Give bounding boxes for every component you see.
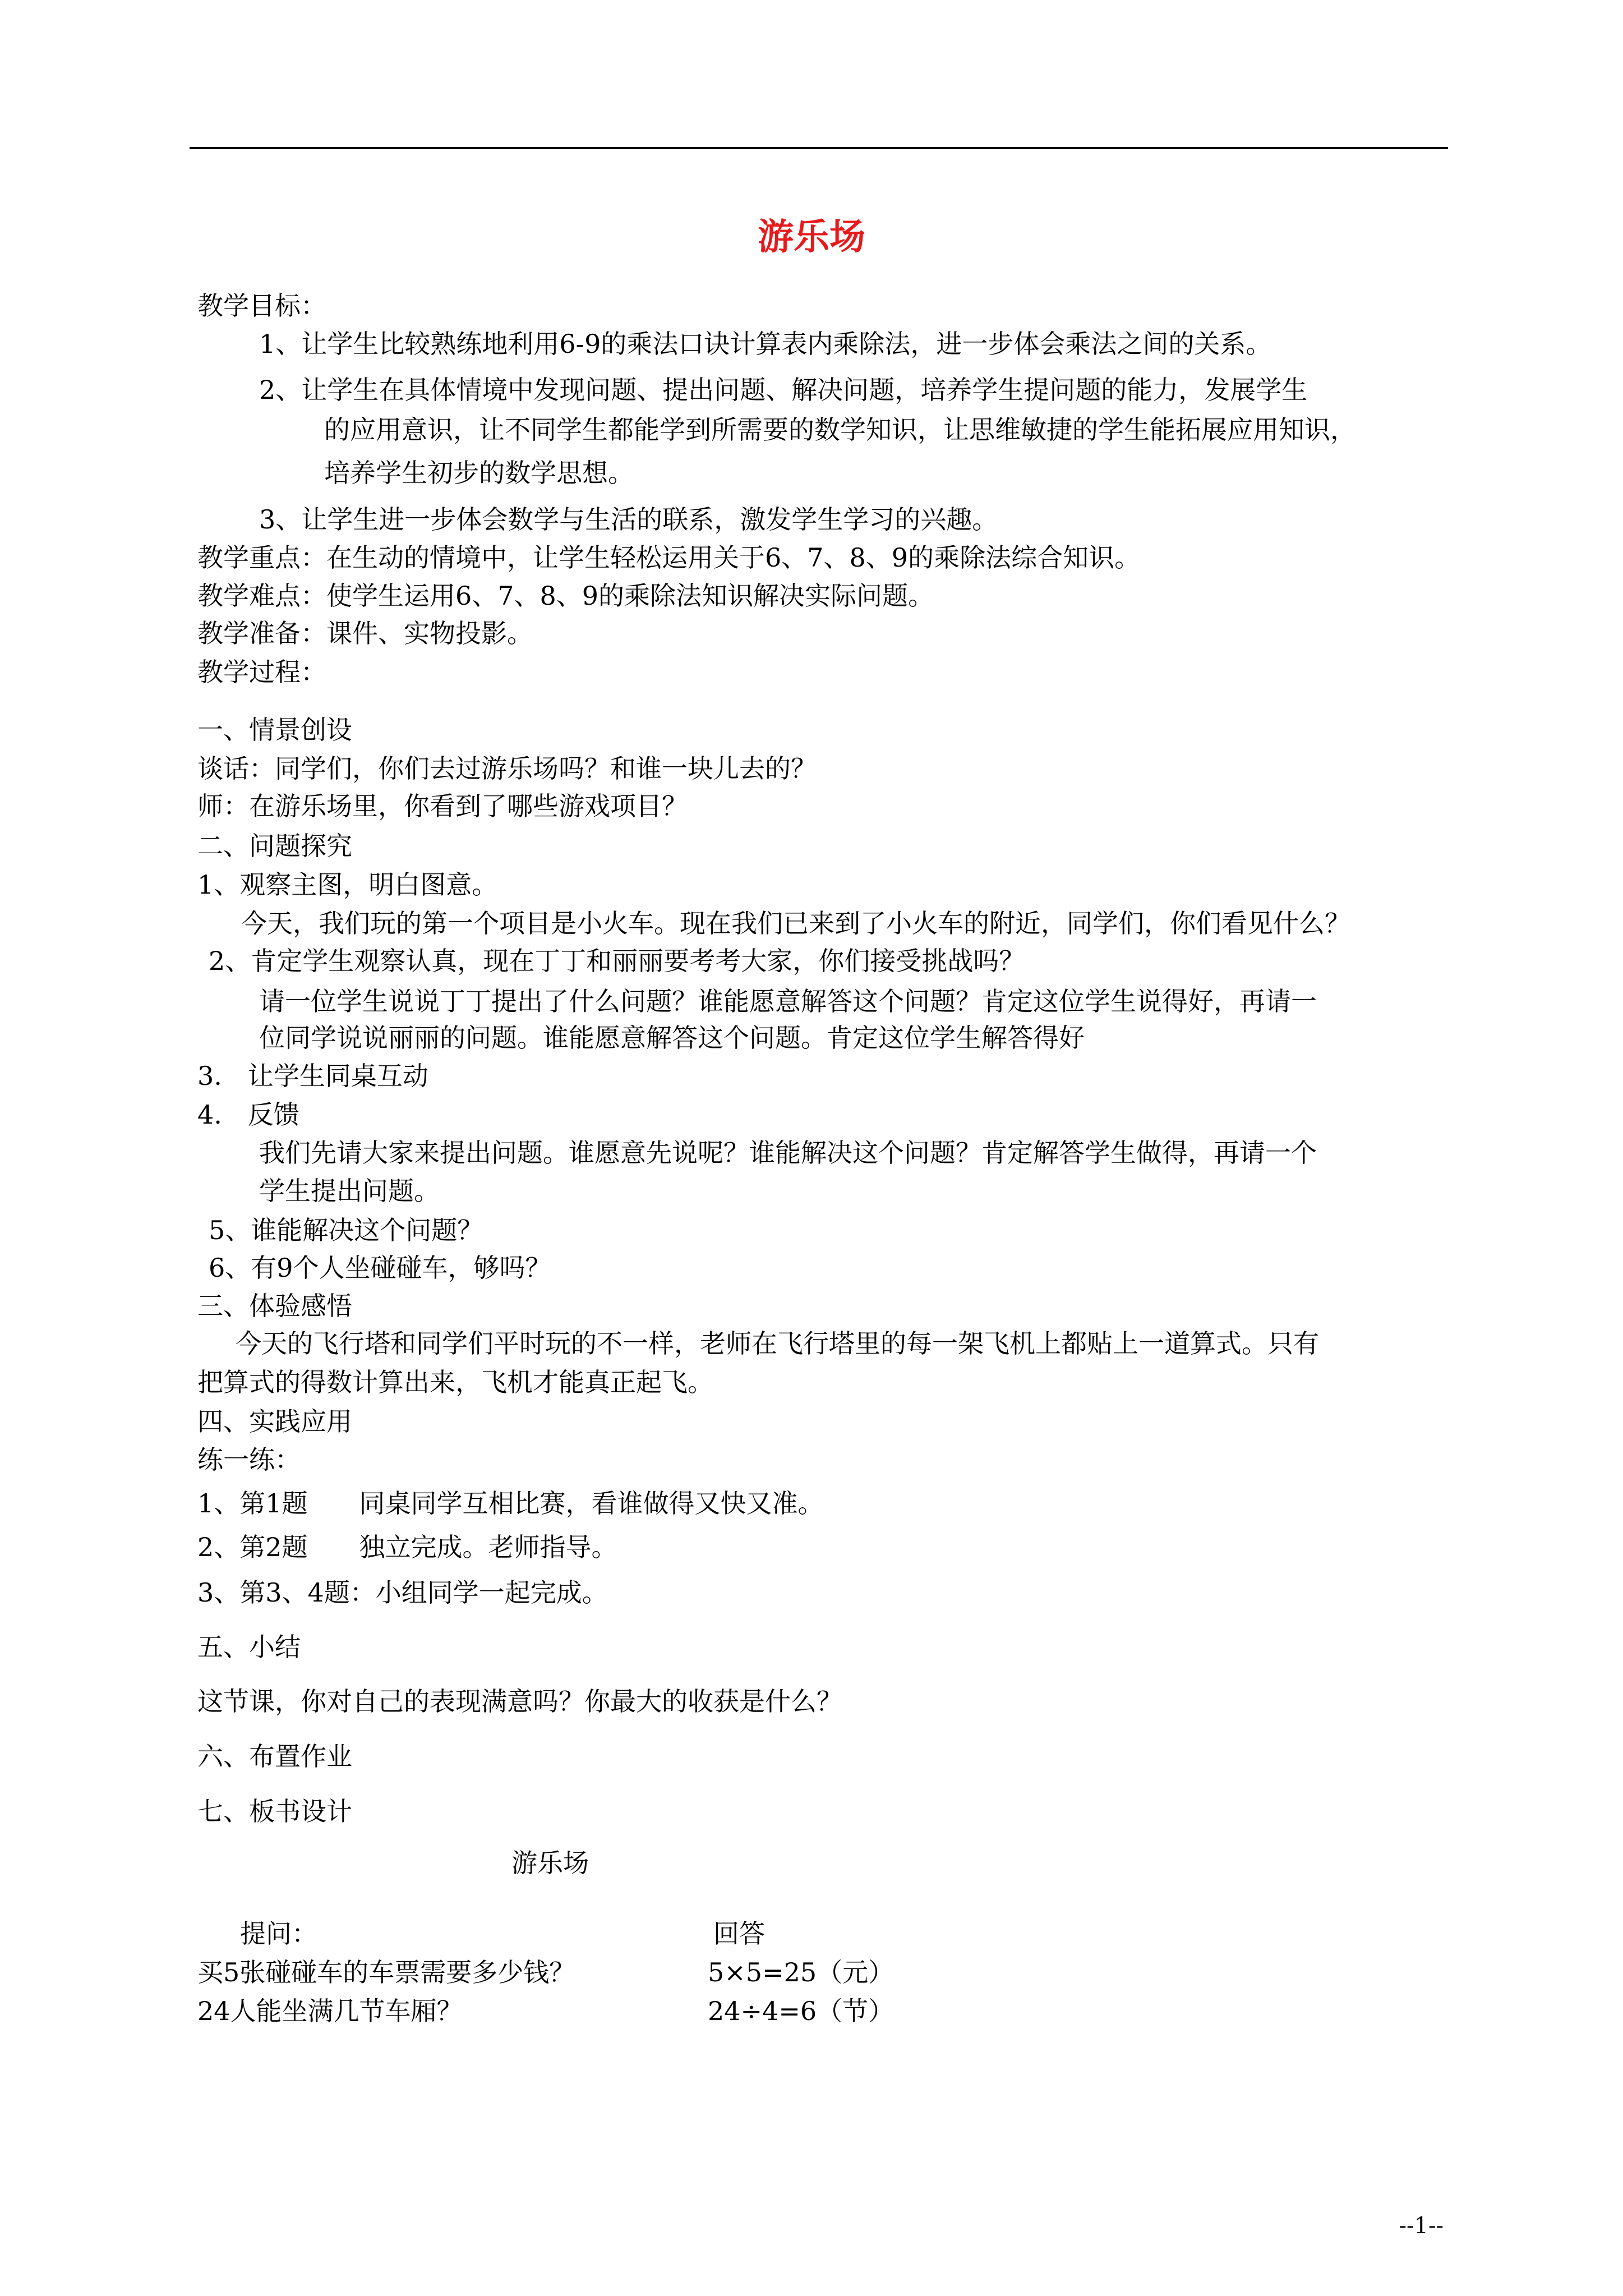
- text-line: 请一位学生说说丁丁提出了什么问题？谁能愿意解答这个问题？肯定这位学生说得好，再请一: [259, 986, 1317, 1016]
- board-answer: 24÷4=6（节）: [708, 1996, 895, 2026]
- text-line: 的应用意识，让不同学生都能学到所需要的数学知识，让思维敏捷的学生能拓展应用知识，: [324, 415, 1356, 445]
- text-line: 4. 反馈: [197, 1099, 299, 1130]
- text-line: 6、有9个人坐碰碰车，够吗？: [209, 1253, 551, 1283]
- section-heading: 六、布置作业: [197, 1741, 352, 1772]
- section-heading: 三、体验感悟: [197, 1291, 352, 1321]
- board-answer: 5×5=25（元）: [708, 1957, 895, 1987]
- section-heading: 五、小结: [197, 1632, 301, 1662]
- board-question: 买5张碰碰车的车票需要多少钱？: [197, 1957, 575, 1987]
- section-heading: 二、问题探究: [197, 831, 352, 861]
- text-line: 师：在游乐场里，你看到了哪些游戏项目？: [197, 791, 688, 821]
- text-line: 1、观察主图，明白图意。: [197, 869, 498, 900]
- board-answer-label: 回答: [713, 1918, 765, 1949]
- text-line: 5、谁能解决这个问题？: [209, 1215, 483, 1245]
- text-line: 2、让学生在具体情境中发现问题、提出问题、解决问题，培养学生提问题的能力，发展学生: [259, 375, 1308, 405]
- header-rule: [190, 147, 1448, 149]
- text-line: 今天，我们玩的第一个项目是小火车。现在我们已来到了小火车的附近，同学们，你们看见什么？: [241, 908, 1350, 938]
- text-line: 谈话：同学们，你们去过游乐场吗？和谁一块儿去的？: [197, 753, 817, 784]
- text-line: 这节课，你对自己的表现满意吗？你最大的收获是什么？: [197, 1686, 842, 1717]
- text-line: 今天的飞行塔和同学们平时玩的不一样，老师在飞行塔里的每一架飞机上都贴上一道算式。只有: [236, 1328, 1319, 1359]
- board-question-label: 提问：: [240, 1918, 317, 1949]
- text-line: 1、第1题 同桌同学互相比赛，看谁做得又快又准。: [197, 1488, 824, 1519]
- board-title: 游乐场: [511, 1848, 589, 1878]
- text-line: 培养学生初步的数学思想。: [324, 458, 634, 488]
- text-line: 3、让学生进一步体会数学与生活的联系，激发学生学习的兴趣。: [259, 504, 998, 535]
- text-line: 3. 让学生同桌互动: [197, 1061, 428, 1091]
- text-line: 教学准备：课件、实物投影。: [197, 618, 533, 648]
- board-question: 24人能坐满几节车厢？: [197, 1996, 463, 2026]
- text-line: 练一练：: [197, 1444, 301, 1475]
- text-line: 位同学说说丽丽的问题。谁能愿意解答这个问题。肯定这位学生解答得好: [259, 1023, 1085, 1053]
- section-heading: 四、实践应用: [197, 1406, 352, 1437]
- text-line: 学生提出问题。: [259, 1176, 440, 1206]
- section-heading: 七、板书设计: [197, 1796, 352, 1826]
- text-line: 3、第3、4题：小组同学一起完成。: [197, 1577, 608, 1608]
- text-line: 我们先请大家来提出问题。谁愿意先说呢？谁能解决这个问题？肯定解答学生做得，再请一个: [259, 1138, 1317, 1168]
- text-line: 教学目标：: [197, 291, 326, 321]
- text-line: 教学过程：: [197, 657, 326, 687]
- page-number: --1--: [1399, 2213, 1444, 2239]
- text-line: 教学难点：使学生运用6、7、8、9的乘除法知识解决实际问题。: [197, 581, 934, 611]
- text-line: 把算式的得数计算出来，飞机才能真正起飞。: [197, 1367, 713, 1397]
- document-title: 游乐场: [758, 216, 865, 258]
- text-line: 2、第2题 独立完成。老师指导。: [197, 1532, 617, 1562]
- text-line: 教学重点：在生动的情境中，让学生轻松运用关于6、7、8、9的乘除法综合知识。: [197, 542, 1141, 573]
- text-line: 1、让学生比较熟练地利用6-9的乘法口诀计算表内乘除法，进一步体会乘法之间的关系。: [259, 329, 1272, 359]
- section-heading: 一、情景创设: [197, 715, 352, 745]
- text-line: 2、肯定学生观察认真，现在丁丁和丽丽要考考大家，你们接受挑战吗？: [209, 946, 1025, 976]
